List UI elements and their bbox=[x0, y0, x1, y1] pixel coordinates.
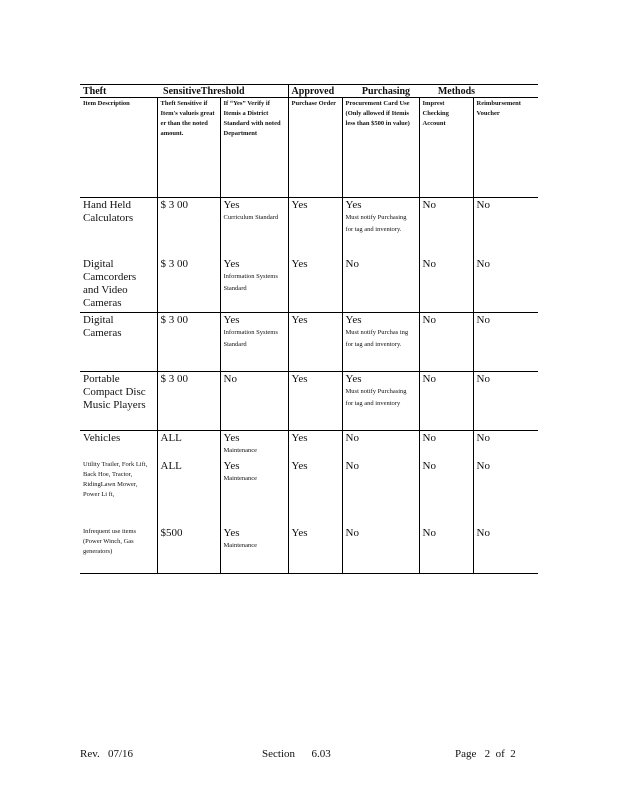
reimb-cell: No bbox=[476, 459, 490, 472]
footer-section: Section 6.03 bbox=[262, 748, 331, 760]
verify-cell bbox=[220, 431, 288, 459]
reimb-cell: No bbox=[473, 257, 538, 313]
reimb-cell: No bbox=[476, 199, 490, 211]
pcard-cell bbox=[342, 257, 419, 313]
reimb-cell: No bbox=[473, 372, 538, 431]
pcard-note: Must notify Purchasing for tag and inventory bbox=[345, 388, 407, 407]
po-cell: Yes bbox=[288, 431, 342, 459]
verify-cell bbox=[220, 257, 288, 313]
verify-cell bbox=[220, 313, 288, 372]
verify-cell bbox=[220, 198, 288, 258]
verify-note: Information Systems Standard bbox=[223, 273, 278, 292]
verify-note: Maintenance bbox=[223, 541, 258, 549]
footer-page-number: Page 2 of 2 bbox=[455, 748, 516, 760]
pcard-cell bbox=[342, 459, 419, 526]
pcard-value: Yes bbox=[345, 314, 362, 326]
title-purchasing: Purchasing bbox=[361, 86, 411, 97]
threshold-cell: $ 3 00 bbox=[157, 372, 220, 431]
table-row bbox=[80, 313, 538, 372]
threshold-cell: $ 3 00 bbox=[157, 198, 220, 258]
table-row bbox=[80, 526, 538, 574]
col-header-imprest: Imprest Checking Account bbox=[419, 98, 473, 198]
item-cell: Utility Trailer, Fork Lift, Back Hoe, Tractor, RidingLawn Mower, Power Li ft, bbox=[80, 459, 157, 526]
title-theft: Theft bbox=[83, 86, 107, 97]
col-header-reimbursement: Reimbursement Voucher bbox=[473, 98, 538, 198]
reimb-cell: No bbox=[473, 526, 538, 574]
pcard-value: No bbox=[345, 526, 359, 539]
po-cell: Yes bbox=[288, 372, 342, 431]
pcard-cell bbox=[342, 526, 419, 574]
pcard-note: Must notify Purchas ing for tag and inventory. bbox=[345, 329, 409, 348]
verify-note: Maintenance bbox=[223, 447, 258, 454]
imprest-cell: No bbox=[419, 459, 473, 526]
po-cell: Yes bbox=[288, 198, 342, 258]
po-cell: Yes bbox=[288, 313, 342, 372]
col-header-verify: If “Yes” Verify if Itemis a District Standard with noted Department bbox=[220, 98, 288, 198]
pcard-note: Must notify Purchasing for tag and inventory. bbox=[345, 214, 407, 233]
verify-note: Curriculum Standard bbox=[223, 214, 279, 221]
pcard-value: No bbox=[345, 258, 359, 270]
item-cell: Infrequent use items (Power Winch, Gas generators) bbox=[80, 526, 157, 574]
verify-value: Yes bbox=[223, 314, 240, 326]
verify-cell bbox=[220, 372, 288, 431]
threshold-cell: ALL bbox=[157, 431, 220, 459]
threshold-cell: $ 3 00 bbox=[157, 257, 220, 313]
table-row bbox=[80, 372, 538, 431]
verify-cell bbox=[220, 459, 288, 526]
col-header-procurement-card: Procurement Card Use (Only allowed if Itemis less than $500 in value) bbox=[342, 98, 419, 198]
item-cell: Digital Camcorders and Video Cameras bbox=[80, 257, 157, 313]
item-cell: Portable Compact Disc Music Players bbox=[80, 372, 157, 431]
col-header-item: Item Description bbox=[80, 98, 157, 198]
verify-value: Yes bbox=[223, 526, 240, 539]
imprest-cell: No bbox=[419, 198, 473, 258]
threshold-cell: ALL bbox=[157, 459, 220, 526]
threshold-cell: $500 bbox=[157, 526, 220, 574]
imprest-cell: No bbox=[419, 313, 473, 372]
threshold-cell: $ 3 00 bbox=[157, 313, 220, 372]
imprest-cell: No bbox=[419, 372, 473, 431]
title-approved: Approved bbox=[291, 86, 335, 97]
pcard-value: Yes bbox=[345, 199, 362, 211]
column-header-row bbox=[80, 98, 538, 198]
footer-revision: Rev. 07/16 bbox=[80, 748, 134, 760]
pcard-cell bbox=[342, 313, 419, 372]
verify-value: Yes bbox=[223, 459, 240, 472]
title-sensitive-threshold: SensitiveThreshold bbox=[163, 86, 245, 97]
title-left-cell bbox=[80, 85, 288, 98]
pcard-value: No bbox=[345, 432, 359, 444]
item-cell: Vehicles bbox=[80, 431, 157, 459]
pcard-value: No bbox=[345, 459, 359, 472]
table-row bbox=[80, 198, 538, 258]
theft-sensitive-items-table bbox=[80, 84, 538, 574]
pcard-value: Yes bbox=[345, 373, 362, 385]
pcard-cell bbox=[342, 431, 419, 459]
col-header-theft-sensitive: Theft Sensitive if Item's valueis great er than the noted amount. bbox=[157, 98, 220, 198]
verify-value: Yes bbox=[223, 432, 240, 444]
title-right-cell bbox=[288, 85, 538, 98]
pcard-cell bbox=[342, 198, 419, 258]
imprest-cell: No bbox=[419, 431, 473, 459]
reimb-cell: No bbox=[473, 313, 538, 372]
verify-note: Maintenance bbox=[223, 474, 258, 482]
col-header-purchase-order: Purchase Order bbox=[288, 98, 342, 198]
item-cell: Digital Cameras bbox=[80, 313, 157, 372]
verify-value: Yes bbox=[223, 258, 240, 270]
item-cell: Hand Held Calculators bbox=[80, 198, 157, 258]
table-row bbox=[80, 431, 538, 459]
table-row bbox=[80, 459, 538, 526]
title-methods: Methods bbox=[437, 86, 476, 97]
verify-note: Information Systems Standard bbox=[223, 329, 278, 348]
pcard-cell bbox=[342, 372, 419, 431]
imprest-cell: No bbox=[419, 257, 473, 313]
table-title-row bbox=[80, 85, 538, 98]
po-cell: Yes bbox=[288, 526, 342, 574]
reimb-cell: No bbox=[476, 432, 490, 444]
imprest-cell: No bbox=[419, 526, 473, 574]
verify-cell bbox=[220, 526, 288, 574]
verify-value: No bbox=[223, 373, 237, 385]
verify-value: Yes bbox=[223, 199, 240, 211]
table-row bbox=[80, 257, 538, 313]
po-cell: Yes bbox=[288, 459, 342, 526]
po-cell: Yes bbox=[288, 257, 342, 313]
